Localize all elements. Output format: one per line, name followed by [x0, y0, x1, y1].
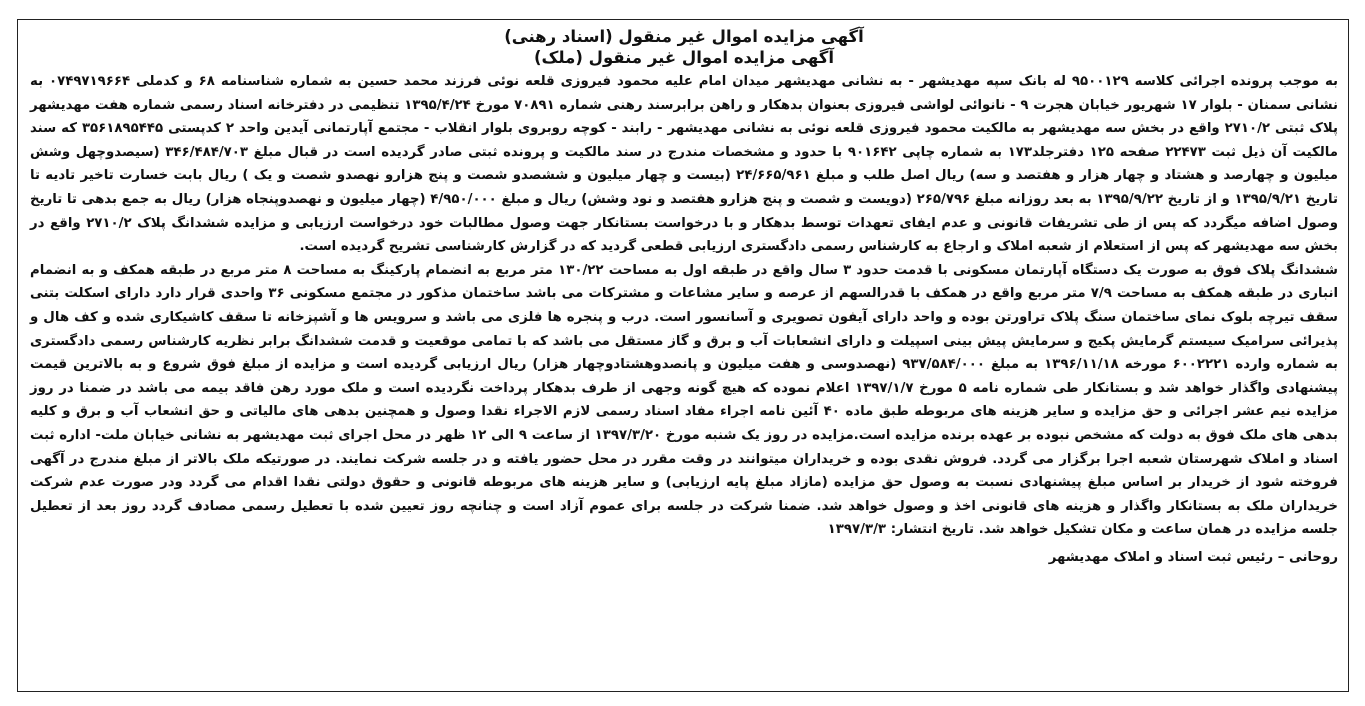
notice-paragraph-debt: به موجب پرونده اجرائی کلاسه ۹۵۰۰۱۲۹ له بانک سپه مهدیشهر - به نشانی مهدیشهر میدان امام علیه محمود فیروزی قلعه نوئی فرزند محمد حسین به شماره شناسنامه ۶۸ و کدملی ۰۷۴۹۷۱۹۶۶۴ به نشانی سمنان - بلوار ۱۷ شهریور خیابان هجرت ۹ - نانوائی لواشی فیروزی بعنوان بدهکار و راهن برابرسند رهنی شماره ۷۰۸۹۱ مورخ ۱۳۹۵/۴/۲۴ تنظیمی در دفترخانه اسناد رسمی شماره هفت مهدیشهر پلاک ثبتی ۲۷۱۰/۲ واقع در بخش سه مهدیشهر به مالکیت محمود فیروزی قلعه نوئی به نشانی مهدیشهر - رابند - کوچه روبروی بلوار انقلاب - مجتمع آپارتمانی آیدین واحد ۲ کدپستی ۳۵۶۱۸۹۵۴۴۵ که سند مالکیت آن ذیل ثبت ۲۲۴۷۳ صفحه ۱۲۵ دفترجلد۱۷۳ به شماره چاپی ۹۰۱۶۴۲ با حدود و مشخصات مندرج در سند مالکیت و پرونده ثبتی صادر گردیده است در قبال مبلغ ۳۴۶/۴۸۴/۷۰۳ (سیصدوچهل وشش میلیون و چهارصد و هشتاد و چهار هزار و هفتصد و سه) ریال اصل طلب و مبلغ ۲۴/۶۶۵/۹۶۱ (بیست و چهار میلیون و ششصدو شصت و پنج هزارو نهصدو شصت و یک ) ریال بابت خسارت تاخیر تادیه تا تاریخ ۱۳۹۵/۹/۲۱ و از تاریخ ۱۳۹۵/۹/۲۲ به بعد روزانه مبلغ ۲۶۵/۷۹۶ (دویست و شصت و پنج هزارو هفتصد و نود وشش) ریال و مبلغ ۴/۹۵۰/۰۰۰ (چهار میلیون و نهصدوپنجاه هزار) ریال به جمع بدهی تا تاریخ وصول اضافه میگردد که پس از طی تشریفات قانونی و عدم ایفای تعهدات توسط بدهکار و با درخواست بستانکار جهت وصول مطالبات خود درخواست ارزیابی و مزایده ششدانگ پلاک ۲۷۱۰/۲ واقع در بخش سه مهدیشهر که پس از استعلام از شعبه املاک و ارجاع به کارشناس رسمی دادگستری ارزیابی قطعی گردید که در گزارش کارشناسی تشریح گردیده است. [30, 74, 1339, 255]
notice-signature: روحانی – رئیس ثبت اسناد و املاک مهدیشهر [1048, 549, 1338, 565]
auction-notice [18, 20, 1348, 569]
notice-frame [17, 19, 1349, 692]
notice-title-secondary: آگهی مزایده اموال غیر منقول (ملک) [533, 48, 835, 67]
notice-paragraph-property: ششدانگ پلاک فوق به صورت یک دستگاه آپارتمان مسکونی با قدمت حدود ۳ سال واقع در طبقه اول به مساحت ۱۳۰/۲۲ متر مربع به انضمام پارکینگ به مساحت ۸ متر مربع در طبقه همکف و به انضمام انباری در طبقه همکف به مساحت ۷/۹ متر مربع واقع در همکف با قدرالسهم از عرصه و سایر مشاعات و مشترکات می باشد ساختمان مذکور در مجتمع مسکونی ۳۶ واحدی قرار دارد دارای اسکلت بتنی سقف تیرچه بلوک نمای ساختمان سنگ پلاک تراورتن بوده و واحد دارای آیفون تصویری و آسانسور است. درب و پنجره ها فلزی می باشد و سرویس ها و آشپزخانه تا سقف کاشیکاری شده و کف هال و پذیرائی سرامیک سیستم گرمایش پکیج و سرمایش پیش بینی اسپیلت و دارای انشعابات آب و برق و گاز مستقل می باشد که با تمامی موقعیت و قدمت ششدانگ برابر نظریه کارشناس رسمی دادگستری به شماره وارده ۶۰۰۲۲۲۱ مورخه ۱۳۹۶/۱۱/۱۸ به مبلغ ۹۳۷/۵۸۴/۰۰۰ (نهصدوسی و هفت میلیون و پانصدوهشتادوچهار هزار) ریال ارزیابی گردیده است و مزایده از مبلغ فوق شروع و به بالاترین قیمت پیشنهادی واگذار خواهد شد و بستانکار طی شماره نامه ۵ مورخ ۱۳۹۷/۱/۷ اعلام نموده که هیچ گونه وجهی از طرف بدهکار پرداخت نگردیده است و ملک مورد رهن فاقد بیمه می باشد در ضمنا در روز مزایده نیم عشر اجرائی و حق مزایده و سایر هزینه های مربوطه طبق ماده ۴۰ آئین نامه اجراء مفاد اسناد رسمی لازم الاجراء نقدا وصول و همچنین بدهی های مالیاتی و حق انشعاب آب و برق و کلیه بدهی های ملک فوق به دولت که مشخص نبوده بر عهده برنده مزایده است.مزایده در روز یک شنبه مورخ ۱۳۹۷/۳/۲۰ از ساعت ۹ الی ۱۲ ظهر در محل اجرای ثبت مهدیشهر به نشانی خیابان ملت- اداره ثبت اسناد و املاک شهرستان شعبه اجرا برگزار می گردد. فروش نقدی بوده و خریداران میتوانند در وقت مقرر در محل حضور یافته و در جلسه شرکت نمایند. در صورتیکه ملک بالاتر از مبلغ مندرج در آگهی فروخته شود از خریدار بر اساس مبلغ پیشنهادی نسبت به وصول حق مزایده (مازاد مبلغ پایه ارزیابی) و سایر هزینه های مربوطه قانونی و حقوق دولتی نقدا اقدام می گردد ودر صورت عدم شرکت خریداران ملک به بستانکار واگذار و هزینه های قانونی اخذ و وصول خواهد شد. ضمنا شرکت در جلسه برای عموم آزاد است و چنانچه روز تعیین شده با تعطیل رسمی مصادف گردد روز بعد از تعطیل جلسه مزایده در همان ساعت و مکان تشکیل خواهد شد. تاریخ انتشار: ۱۳۹۷/۳/۳ [30, 262, 1339, 538]
notice-title-primary: آگهی مزایده اموال غیر منقول (اسناد رهنی) [504, 27, 864, 46]
